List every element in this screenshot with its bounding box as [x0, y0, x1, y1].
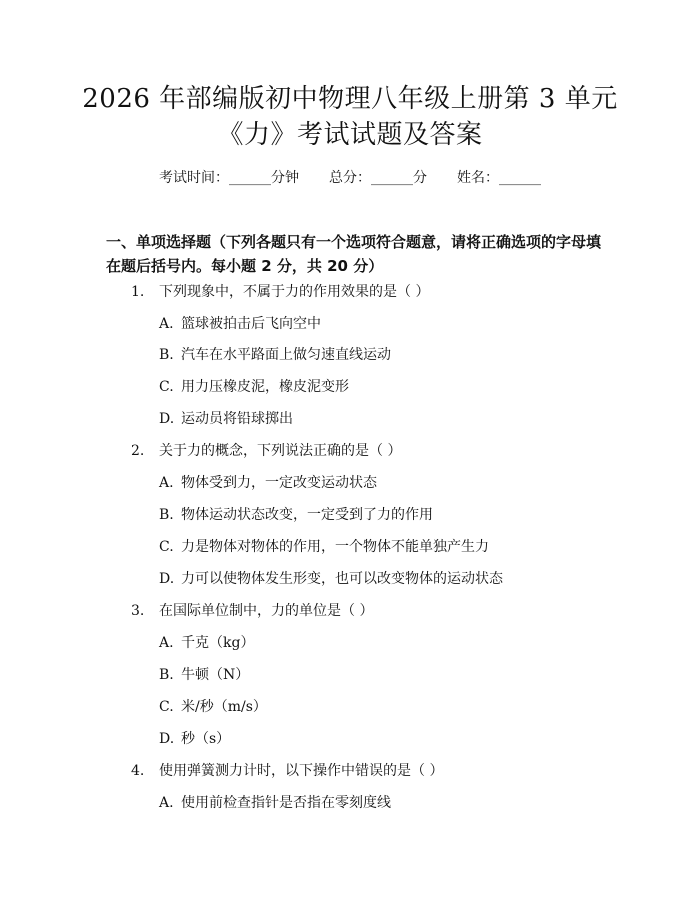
option-letter: A. — [159, 475, 174, 491]
option-3a — [159, 634, 254, 652]
option-text: 力是物体对物体的作用，一个物体不能单独产生力 — [181, 539, 489, 555]
option-letter: C. — [159, 699, 174, 715]
option-letter: B. — [159, 507, 174, 523]
option-letter: D. — [159, 411, 175, 427]
question-1 — [131, 283, 429, 301]
option-2b — [159, 506, 433, 524]
option-1d — [159, 410, 293, 428]
option-text: 用力压橡皮泥，橡皮泥变形 — [181, 379, 349, 395]
option-text: 使用前检查指针是否指在零刻度线 — [181, 795, 391, 811]
question-3 — [131, 602, 373, 620]
option-text: 汽车在水平路面上做匀速直线运动 — [181, 347, 391, 363]
option-letter: A. — [159, 795, 174, 811]
exam-name: 姓名：______ — [457, 170, 541, 186]
option-1a — [159, 315, 321, 333]
question-text: 使用弹簧测力计时，以下操作中错误的是（ ） — [159, 763, 444, 779]
option-text: 牛顿（N） — [181, 667, 250, 683]
exam-title-line1: 2026 年部编版初中物理八年级上册第 3 单元 — [82, 84, 618, 114]
option-letter: A. — [159, 316, 174, 332]
exam-meta — [0, 169, 700, 187]
option-text: 米/秒（m/s） — [181, 699, 267, 715]
question-number: 4. — [131, 763, 145, 779]
option-text: 力可以使物体发生形变，也可以改变物体的运动状态 — [181, 571, 503, 587]
section-heading: 一、单项选择题（下列各题只有一个选项符合题意，请将正确选项的字母填在题后括号内。每小题 2 分，共 20 分） — [106, 233, 602, 275]
question-text: 关于力的概念，下列说法正确的是（ ） — [159, 443, 402, 459]
option-letter: B. — [159, 667, 174, 683]
question-text: 在国际单位制中，力的单位是（ ） — [159, 603, 374, 619]
question-number: 3. — [131, 603, 145, 619]
option-text: 千克（kg） — [181, 635, 255, 651]
option-letter: C. — [159, 379, 174, 395]
question-number: 2. — [131, 443, 145, 459]
option-letter: C. — [159, 539, 174, 555]
option-1c — [159, 378, 349, 396]
option-2c — [159, 538, 489, 556]
exam-score: 总分：______分 — [329, 170, 427, 186]
option-letter: B. — [159, 347, 174, 363]
option-letter: D. — [159, 571, 175, 587]
option-2d — [159, 570, 503, 588]
option-3b — [159, 666, 249, 684]
option-text: 秒（s） — [181, 731, 231, 747]
option-letter: D. — [159, 731, 175, 747]
question-text: 下列现象中，不属于力的作用效果的是（ ） — [159, 284, 430, 300]
question-number: 1. — [131, 284, 145, 300]
question-4 — [131, 762, 443, 780]
option-letter: A. — [159, 635, 174, 651]
option-2a — [159, 474, 377, 492]
option-3d — [159, 730, 230, 748]
option-3c — [159, 698, 267, 716]
exam-time: 考试时间：______分钟 — [159, 170, 299, 186]
option-text: 物体受到力，一定改变运动状态 — [181, 475, 377, 491]
option-text: 篮球被拍击后飞向空中 — [181, 316, 321, 332]
option-1b — [159, 346, 391, 364]
question-2 — [131, 442, 401, 460]
exam-title-line2: 《力》考试试题及答案 — [217, 120, 483, 150]
option-text: 物体运动状态改变，一定受到了力的作用 — [181, 507, 433, 523]
option-text: 运动员将铅球掷出 — [181, 411, 293, 427]
option-4a — [159, 794, 391, 812]
